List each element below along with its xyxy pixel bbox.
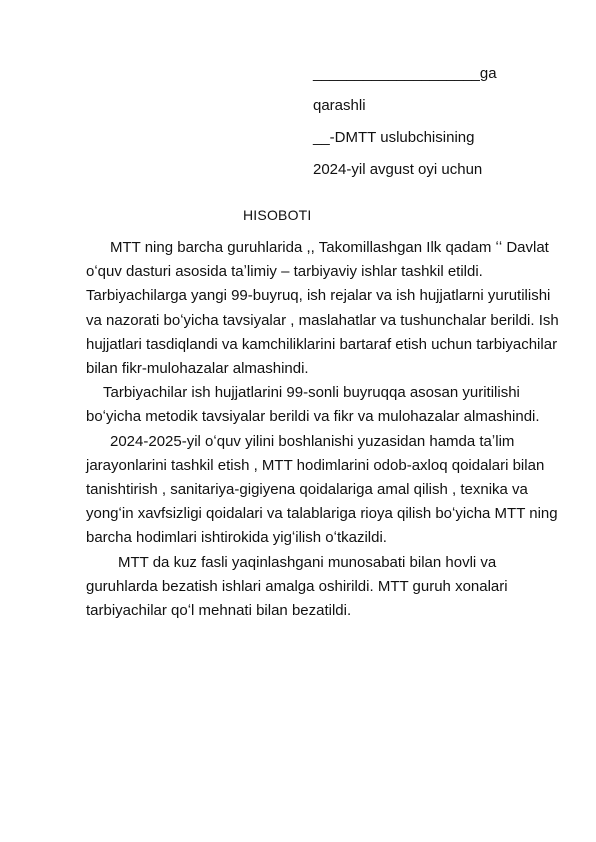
addressee-block [313,58,563,186]
addressee-line: ____________________ga [313,65,497,82]
addressee-line: 2024-yil avgust oyi uchun [313,161,483,178]
addressee-line: __-DMTT uslubchisining [313,129,475,146]
document-title: HISOBOTI [243,207,312,223]
report-paragraph: Tarbiyachilar ish hujjatlarini 99-sonli buyruqqa asosan yuritilishi boʻyicha metodik tavsiyalar berildi va fikr va mulohazalar almashindi. [86,384,540,426]
addressee-line: qarashli [313,97,366,114]
report-paragraph: 2024-2025-yil oʻquv yilini boshlanishi yuzasidan hamda taʼlim jarayonlarini tashkil etish , MTT hodimlarini odob-axloq qoidalari bilan tanishtirish , sanitariya-gigiyena qoidalariga amal qilish , texnika va yongʻin xavfsizligi qoidalari va talablariga rioya qilish boʻyicha MTT ning barcha hodimlari ishtirokida yigʻilish oʻtkazildi. [86,432,558,547]
report-paragraph: MTT ning barcha guruhlarida ,, Takomillashgan Ilk qadam ʻʻ Davlat oʻquv dasturi asosida taʼlimiy – tarbiyaviy ishlar tashkil etildi. Tarbiyachilarga yangi 99-buyruq, ish rejalar va ish hujjatlarni yurutilishi va nazorati boʻyicha tavsiyalar , maslahatlar va tushunchalar berildi. Ish hujjatlari tasdiqlandi va kamchiliklarini bartaraf etish uchun tarbiyachilar bilan fikr-mulohazalar almashindi. [86,239,559,378]
report-body [86,236,560,623]
report-paragraph: MTT da kuz fasli yaqinlashgani munosabati bilan hovli va guruhlarda bezatish ishlari amalga oshirildi. MTT guruh xonalari tarbiyachilar qoʻl mehnati bilan bezatildi. [86,553,508,620]
